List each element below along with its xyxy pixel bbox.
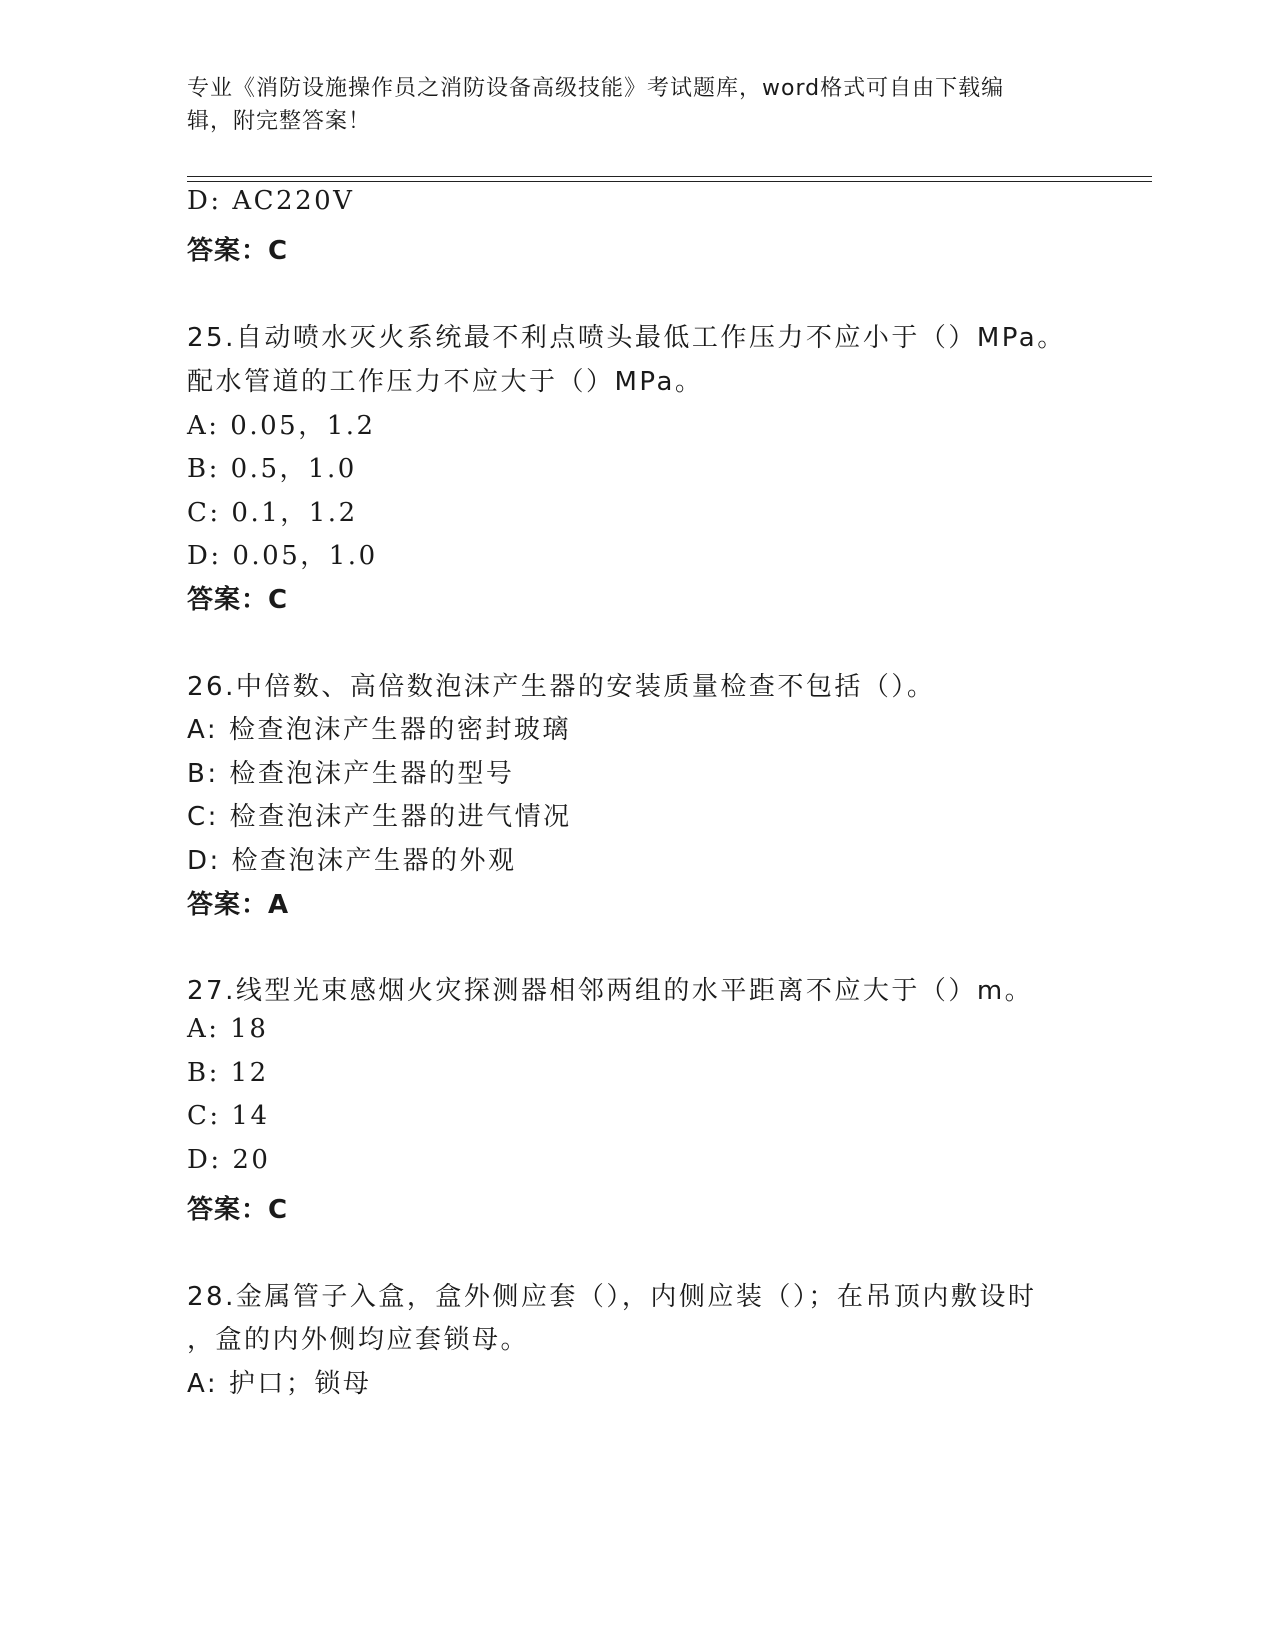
- q25-stem-line-1: 25.自动喷水灭火系统最不利点喷头最低工作压力不应小于（）MPa。: [187, 323, 1066, 353]
- q27-option-d: D: 20: [187, 1145, 271, 1175]
- q25-option-d: D: 0.05，1.0: [187, 541, 378, 571]
- header-rule-top: [187, 176, 1152, 177]
- prev-option-d: D: AC220V: [187, 186, 355, 216]
- q25-option-a: A: 0.05，1.2: [187, 411, 376, 441]
- q27-option-a: A: 18: [187, 1014, 269, 1044]
- q26-answer: 答案：A: [187, 890, 290, 920]
- header-line-2: 辑，附完整答案！: [187, 109, 372, 134]
- q27-option-c: C: 14: [187, 1101, 270, 1131]
- q27-answer: 答案：C: [187, 1195, 289, 1225]
- q28-option-a: A: 护口；锁母: [187, 1369, 372, 1399]
- prev-answer: 答案：C: [187, 236, 289, 266]
- q25-stem-line-2: 配水管道的工作压力不应大于（）MPa。: [187, 367, 704, 397]
- q26-stem: 26.中倍数、高倍数泡沫产生器的安装质量检查不包括（）。: [187, 672, 936, 702]
- q26-option-b: B: 检查泡沫产生器的型号: [187, 759, 515, 789]
- q27-option-b: B: 12: [187, 1058, 269, 1088]
- q25-answer: 答案：C: [187, 585, 289, 615]
- q27-stem: 27.线型光束感烟火灾探测器相邻两组的水平距离不应大于（）m。: [187, 976, 1034, 1006]
- q26-option-c: C: 检查泡沫产生器的进气情况: [187, 802, 572, 832]
- q25-option-c: C: 0.1，1.2: [187, 498, 358, 528]
- q25-option-b: B: 0.5，1.0: [187, 454, 357, 484]
- document-header: [187, 72, 1067, 138]
- header-line-1: 专业《消防设施操作员之消防设备高级技能》考试题库，word格式可自由下载编: [187, 76, 1005, 101]
- q26-option-a: A: 检查泡沫产生器的密封玻璃: [187, 715, 571, 745]
- q26-option-d: D: 检查泡沫产生器的外观: [187, 846, 517, 876]
- header-rule-bottom: [187, 181, 1152, 182]
- q28-stem-line-1: 28.金属管子入盒，盒外侧应套（），内侧应装（）；在吊顶内敷设时: [187, 1282, 1037, 1312]
- q28-stem-line-2: ，盒的内外侧均应套锁母。: [187, 1325, 530, 1355]
